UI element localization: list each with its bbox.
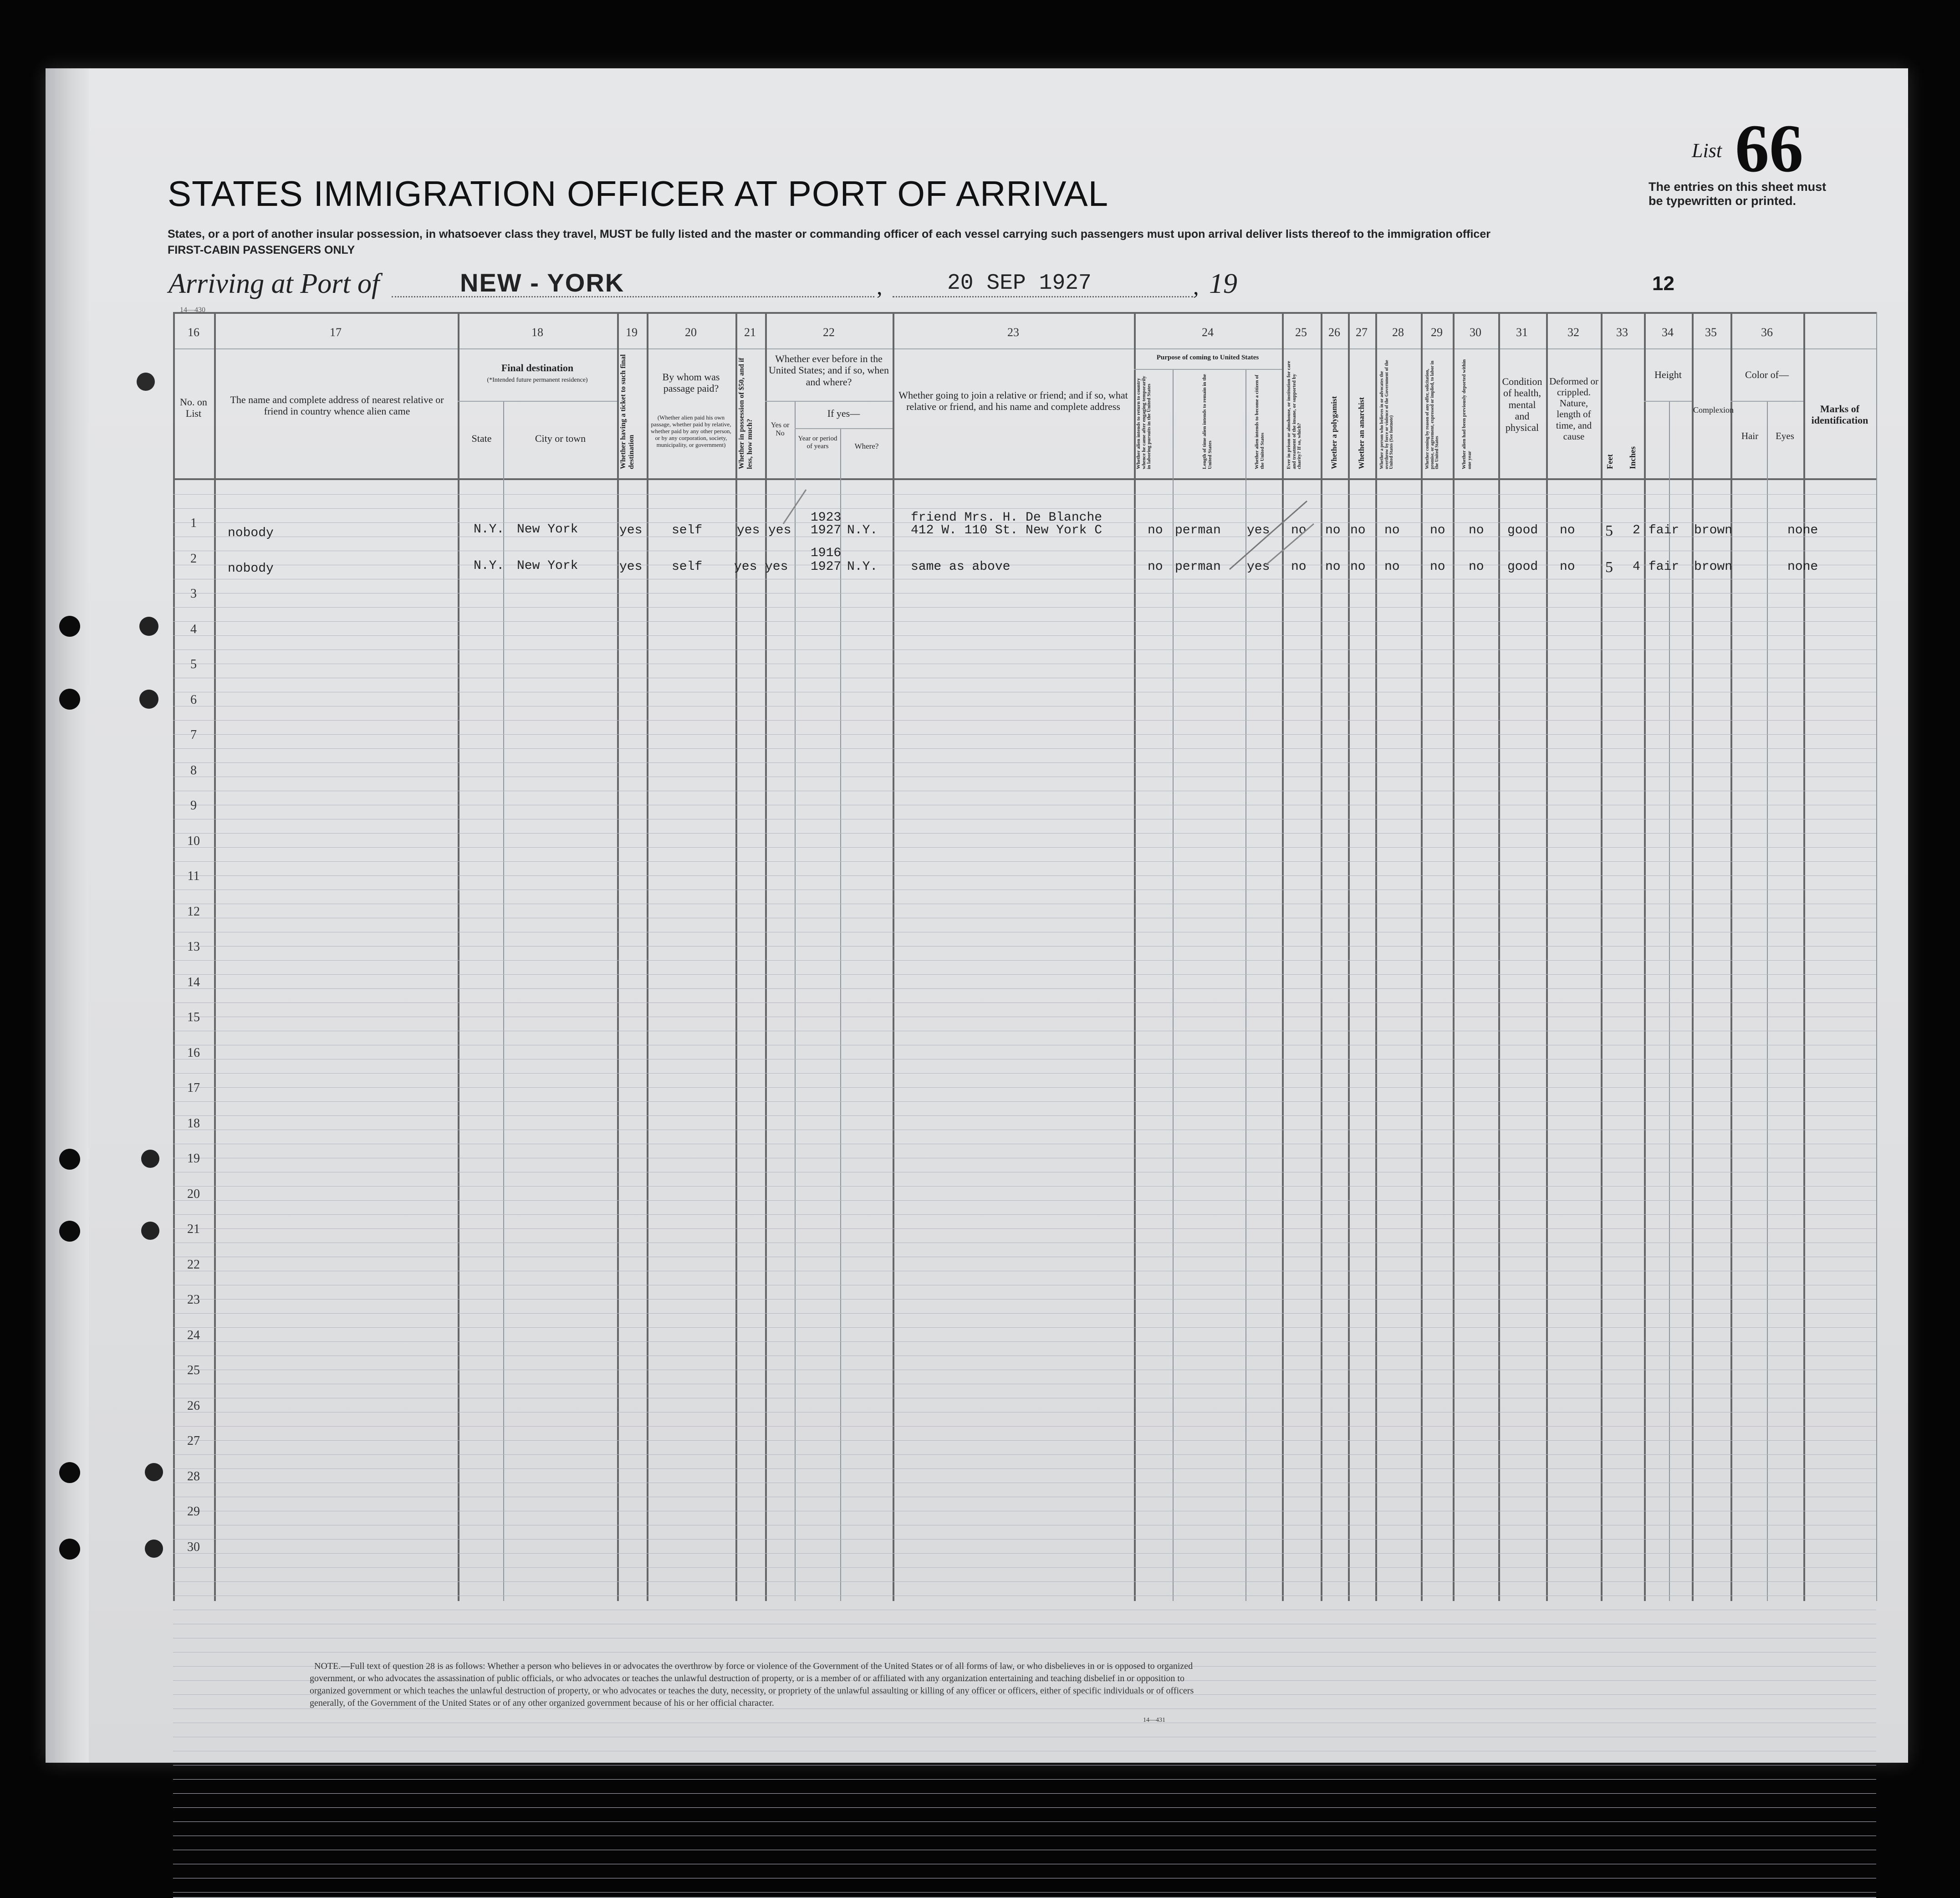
row2-relative: nobody bbox=[228, 562, 274, 576]
row2-before-us: yes bbox=[765, 560, 788, 574]
row2-anarchist: no bbox=[1350, 560, 1366, 574]
hdr-city: City or town bbox=[535, 433, 586, 444]
hdr-join-relative: Whether going to join a relative or friend; and if so, what relative or friend, and his name and complete address bbox=[898, 389, 1128, 413]
row1-inches: 2 bbox=[1633, 523, 1640, 537]
date-stamp: 20 SEP 1927 bbox=[947, 271, 1092, 296]
row-number: 10 bbox=[187, 834, 200, 848]
ruling-line bbox=[173, 847, 1876, 848]
row-number: 24 bbox=[187, 1328, 200, 1342]
colnum-34: 34 bbox=[1662, 326, 1674, 339]
row1-join-1: friend Mrs. H. De Blanche bbox=[911, 511, 1102, 525]
ruling-line bbox=[173, 607, 1876, 608]
hdr-height: Height bbox=[1654, 369, 1682, 380]
row-number: 16 bbox=[187, 1045, 200, 1060]
punch-hole bbox=[141, 1222, 159, 1240]
punch-hole bbox=[59, 1539, 80, 1560]
hdr-complexion: Complexion bbox=[1693, 405, 1734, 414]
ruling-line bbox=[173, 494, 1876, 495]
colnum-22: 22 bbox=[823, 326, 835, 339]
hdr-no-on-list: No. on List bbox=[180, 396, 207, 420]
row1-before-us: yes bbox=[768, 523, 791, 537]
arriving-label: Arriving at Port of bbox=[168, 268, 380, 299]
ruling-line bbox=[173, 1553, 1876, 1554]
row2-city: New York bbox=[517, 559, 578, 573]
sheet-number: 12 bbox=[1652, 272, 1674, 295]
colnum-24: 24 bbox=[1202, 326, 1214, 339]
hdr-hair: Hair bbox=[1741, 430, 1759, 441]
punch-hole bbox=[145, 1540, 163, 1558]
row-number: 4 bbox=[190, 622, 197, 636]
colnum-33: 33 bbox=[1616, 326, 1628, 339]
row-number: 20 bbox=[187, 1187, 200, 1201]
row-number: 9 bbox=[190, 798, 197, 813]
punch-hole bbox=[137, 373, 155, 391]
row2-where: N.Y. bbox=[847, 560, 878, 574]
ruling-line bbox=[173, 762, 1876, 763]
row2-overthrow: no bbox=[1384, 560, 1400, 574]
row2-ticket: yes bbox=[619, 560, 643, 574]
row1-has-50: yes bbox=[737, 523, 760, 537]
row2-marks: none bbox=[1787, 560, 1818, 574]
entries-note-line2: be typewritten or printed. bbox=[1649, 194, 1797, 208]
row2-state: N.Y. bbox=[474, 559, 505, 573]
hdr-marks: Marks of identification bbox=[1811, 403, 1868, 426]
ruling-line bbox=[173, 1426, 1876, 1427]
ruling-line bbox=[173, 1186, 1876, 1187]
row1-state: N.Y. bbox=[474, 522, 505, 537]
row1-health: good bbox=[1507, 523, 1538, 537]
row2-paid-by: self bbox=[672, 560, 703, 574]
colnum-26: 26 bbox=[1328, 326, 1340, 339]
row-number: 15 bbox=[187, 1010, 200, 1024]
hdr-before-in-us: Whether ever before in the United States; and if so, when and where? bbox=[769, 353, 889, 388]
row-number: 13 bbox=[187, 940, 200, 954]
punch-hole bbox=[139, 617, 158, 636]
ruling-line bbox=[173, 1214, 1876, 1215]
hdr-inches: Inches bbox=[1628, 446, 1637, 469]
row2-years-2: 1927 bbox=[811, 560, 842, 574]
hdr-if-yes: If yes— bbox=[827, 408, 860, 419]
ruling-line bbox=[173, 1101, 1876, 1102]
row-number: 30 bbox=[187, 1540, 200, 1554]
hdr-passage-paid-sub: (Whether alien paid his own passage, whether paid by relative, whether paid by any other person, or by any corporation, society, municipality, or government) bbox=[651, 414, 731, 448]
row2-inches: 4 bbox=[1633, 560, 1640, 574]
row1-labor: no bbox=[1430, 523, 1445, 537]
row1-city: New York bbox=[517, 522, 578, 537]
hdr-final-destination: Final destination bbox=[501, 362, 574, 373]
ruling-line bbox=[173, 875, 1876, 876]
row-number: 29 bbox=[187, 1504, 200, 1519]
row-number: 11 bbox=[187, 869, 200, 883]
ruling-line bbox=[173, 1807, 1876, 1808]
row2-years-1: 1916 bbox=[811, 546, 842, 560]
row1-prison: no bbox=[1291, 523, 1307, 537]
hdr-prison: Ever in prison or almshouse, or institution for care and treatment of the insane, or supported by charity? If so, which? bbox=[1286, 361, 1302, 469]
row2-health: good bbox=[1507, 560, 1538, 574]
ruling-line bbox=[173, 1539, 1876, 1540]
row1-relative: nobody bbox=[228, 526, 274, 540]
row1-citizen: yes bbox=[1247, 523, 1270, 537]
row1-overthrow: no bbox=[1384, 523, 1400, 537]
ruling-line bbox=[173, 1793, 1876, 1794]
hdr-citizen: Whether alien intends to become a citizen of the United States bbox=[1254, 374, 1265, 469]
colnum-27: 27 bbox=[1356, 326, 1368, 339]
comma: , bbox=[877, 274, 883, 299]
ruling-line bbox=[173, 1567, 1876, 1568]
ruling-line bbox=[173, 1454, 1876, 1455]
row-number: 21 bbox=[187, 1222, 200, 1236]
hdr-anarchist: Whether an anarchist bbox=[1357, 397, 1366, 469]
hdr-feet: Feet bbox=[1605, 454, 1614, 469]
page-subtitle: States, or a port of another insular possession, in whatsoever class they travel, MUST be fully listed and the master or commanding officer of each vessel carrying such passengers must upon arrival deliver lists thereof to the immigration officer bbox=[168, 228, 1490, 240]
row1-length: perman bbox=[1175, 523, 1221, 537]
hdr-state: State bbox=[471, 433, 492, 444]
row-number: 12 bbox=[187, 904, 200, 919]
row1-hair-eyes: brown bbox=[1694, 523, 1733, 537]
ruling-line bbox=[173, 734, 1876, 735]
row1-ticket: yes bbox=[619, 523, 643, 537]
colnum-35: 35 bbox=[1705, 326, 1717, 339]
row1-anarchist: no bbox=[1350, 523, 1366, 537]
ruling-line bbox=[173, 861, 1876, 862]
colnum-20: 20 bbox=[685, 326, 697, 339]
port-stamp: NEW - YORK bbox=[460, 268, 625, 297]
hdr-year: Year or period of years bbox=[798, 435, 837, 450]
binding-edge bbox=[46, 68, 89, 1763]
hdr-return: Whether alien intends to return to country whence he came after engaging temporarily in laboring pursuits in the United States bbox=[1136, 376, 1152, 469]
row2-deported: no bbox=[1469, 560, 1484, 574]
hdr-where: Where? bbox=[854, 442, 879, 450]
row-number: 3 bbox=[190, 587, 197, 601]
ruling-line bbox=[173, 833, 1876, 834]
row2-feet: 5 bbox=[1605, 559, 1613, 576]
row1-feet: 5 bbox=[1605, 522, 1613, 539]
punch-hole bbox=[59, 1462, 80, 1483]
colnum-16: 16 bbox=[188, 326, 199, 339]
list-label: List bbox=[1692, 139, 1722, 162]
row1-paid-by: self bbox=[672, 523, 703, 537]
punch-hole bbox=[59, 689, 80, 710]
row-number: 18 bbox=[187, 1116, 200, 1131]
footer-code: 14—431 bbox=[1143, 1717, 1165, 1724]
row2-hair-eyes: brown bbox=[1694, 560, 1733, 574]
ruling-line bbox=[173, 1313, 1876, 1314]
row2-citizen: yes bbox=[1247, 560, 1270, 574]
ruling-line bbox=[173, 621, 1876, 622]
row-number: 5 bbox=[190, 657, 197, 671]
colnum-25: 25 bbox=[1295, 326, 1307, 339]
row1-polygamist: no bbox=[1325, 523, 1341, 537]
punch-hole bbox=[59, 1149, 80, 1170]
hdr-deformed: Deformed or crippled. Nature, length of time, and cause bbox=[1549, 376, 1598, 442]
ruling-line bbox=[173, 974, 1876, 975]
hdr-passage-paid: By whom was passage paid? bbox=[662, 371, 720, 394]
hdr-final-destination-sub: (*Intended future permanent residence) bbox=[487, 377, 588, 384]
hdr-relative-address: The name and complete address of nearest relative or friend in country whence alien came bbox=[230, 394, 444, 417]
colnum-19: 19 bbox=[626, 326, 638, 339]
ruling-line bbox=[173, 720, 1876, 721]
row-number: 6 bbox=[190, 692, 197, 707]
ruling-line bbox=[173, 1115, 1876, 1116]
ruling-line bbox=[173, 1440, 1876, 1441]
ruling-line bbox=[173, 1892, 1876, 1893]
colnum-21: 21 bbox=[744, 326, 756, 339]
ruling-line bbox=[173, 1581, 1876, 1582]
row-number: 25 bbox=[187, 1363, 200, 1377]
row2-length: perman bbox=[1175, 560, 1221, 574]
hdr-color-of: Color of— bbox=[1745, 369, 1789, 380]
row-number: 19 bbox=[187, 1151, 200, 1166]
page-title: STATES IMMIGRATION OFFICER AT PORT OF ARRIVAL bbox=[168, 174, 1109, 214]
punch-hole bbox=[59, 1221, 80, 1242]
entries-note-line1: The entries on this sheet must bbox=[1649, 180, 1827, 194]
hdr-eyes: Eyes bbox=[1776, 430, 1794, 441]
ruling-line bbox=[173, 1228, 1876, 1229]
colnum-31: 31 bbox=[1516, 326, 1528, 339]
hdr-length-of-time: Length of time alien intends to remain in the United States bbox=[1202, 374, 1213, 469]
row-number: 28 bbox=[187, 1469, 200, 1484]
colnum-23: 23 bbox=[1007, 326, 1019, 339]
row2-labor: no bbox=[1430, 560, 1445, 574]
row1-deformed: no bbox=[1560, 523, 1575, 537]
row-number: 26 bbox=[187, 1398, 200, 1413]
ruling-line bbox=[173, 635, 1876, 636]
hdr-overthrow: Whether a person who believes in or advocates the overthrow by force or violence of the Government of the United States (See footnote) bbox=[1379, 360, 1394, 469]
row1-join-2: 412 W. 110 St. New York C bbox=[911, 523, 1102, 537]
row-number: 2 bbox=[190, 551, 197, 566]
hdr-fifty-dollars: Whether in possession of $50, and if less, how much? bbox=[738, 358, 754, 469]
manifest-table bbox=[173, 312, 1876, 1601]
pencil-check-mark bbox=[1225, 496, 1316, 574]
row-number: 7 bbox=[190, 728, 197, 742]
punch-hole bbox=[141, 1150, 159, 1168]
row1-marks: none bbox=[1787, 523, 1818, 537]
row2-deformed: no bbox=[1560, 560, 1575, 574]
hdr-labor-offer: Whether coming by reason of any offer, solicitation, promise, or agreement, expressed or implied, to labor in the United States bbox=[1425, 360, 1439, 469]
ruling-line bbox=[173, 748, 1876, 749]
date-underline bbox=[893, 296, 1193, 297]
form-code: 14—430 bbox=[180, 306, 205, 314]
row2-return: no bbox=[1148, 560, 1163, 574]
comma: , bbox=[1193, 274, 1199, 299]
row1-where: N.Y. bbox=[847, 523, 878, 537]
colnum-17: 17 bbox=[330, 326, 342, 339]
ruling-line bbox=[173, 1468, 1876, 1469]
ruling-line bbox=[173, 1821, 1876, 1822]
colnum-36: 36 bbox=[1761, 326, 1773, 339]
row2-join-1: same as above bbox=[911, 560, 1011, 574]
row1-complexion: fair bbox=[1649, 523, 1679, 537]
colnum-28: 28 bbox=[1392, 326, 1404, 339]
ruling-line bbox=[173, 1073, 1876, 1074]
row2-prison: no bbox=[1291, 560, 1307, 574]
ruling-line bbox=[173, 960, 1876, 961]
row2-complexion: fair bbox=[1649, 560, 1679, 574]
list-label-group bbox=[1692, 139, 1722, 162]
year-prefix: 19 bbox=[1209, 268, 1237, 299]
hdr-purpose: Purpose of coming to United States bbox=[1156, 354, 1259, 361]
row2-polygamist: no bbox=[1325, 560, 1341, 574]
punch-hole bbox=[59, 616, 80, 637]
row-number: 23 bbox=[187, 1293, 200, 1307]
row1-years-1: 1923 bbox=[811, 511, 842, 525]
ruling-line bbox=[173, 1200, 1876, 1201]
row-number: 8 bbox=[190, 763, 197, 778]
ruling-line bbox=[173, 1087, 1876, 1088]
punch-hole bbox=[139, 690, 158, 709]
row1-return: no bbox=[1148, 523, 1163, 537]
row1-deported: no bbox=[1469, 523, 1484, 537]
row-number: 1 bbox=[190, 516, 197, 530]
ruling-line bbox=[173, 988, 1876, 989]
colnum-29: 29 bbox=[1431, 326, 1443, 339]
ruling-line bbox=[173, 508, 1876, 509]
ruling-line bbox=[173, 1327, 1876, 1328]
hdr-deported: Whether alien had been previously deported within one year bbox=[1461, 359, 1472, 469]
punch-hole bbox=[145, 1463, 163, 1481]
row-number: 27 bbox=[187, 1434, 200, 1448]
first-cabin-label: FIRST-CABIN PASSENGERS ONLY bbox=[168, 244, 355, 256]
ruling-line bbox=[173, 1341, 1876, 1342]
hdr-ticket: Whether having a ticket to such final destination bbox=[619, 354, 635, 469]
row-number: 17 bbox=[187, 1081, 200, 1095]
list-number: 66 bbox=[1735, 111, 1803, 186]
colnum-32: 32 bbox=[1567, 326, 1579, 339]
hdr-health: Condition of health, mental and physical bbox=[1502, 376, 1542, 434]
row-number: 14 bbox=[187, 975, 200, 989]
ruling-line bbox=[173, 1779, 1876, 1780]
footnote: NOTE.—Full text of question 28 is as follows: Whether a person who believes in or advocates the overthrow by force or violence of the Government of the United States or of all forms of law, or who disbelieves in or is opposed to organized government, or who advocates the assassination of public officials, or who advocates or teaches the unlawful destruction of property, or is a member of or affiliated with any organization entertaining and teaching disbelief in or opposition to organized government or which teaches the unlawful destruction of property, or who advocates or teaches the duty, necessity, or propriety of the unlawful assaulting or killing of any officer or officers, either of specific individuals or of officers generally, of the Government of the United States or of any other organized government because of his or her official character. bbox=[310, 1661, 1194, 1708]
pencil-check-mark bbox=[779, 485, 815, 526]
colnum-30: 30 bbox=[1470, 326, 1481, 339]
row1-years-2: 1927 bbox=[811, 523, 842, 537]
row-number: 22 bbox=[187, 1257, 200, 1272]
hdr-yes-no: Yes or No bbox=[771, 421, 790, 438]
row2-has-50: yes bbox=[734, 560, 757, 574]
colnum-18: 18 bbox=[531, 326, 543, 339]
hdr-polygamist: Whether a polygamist bbox=[1330, 396, 1338, 469]
